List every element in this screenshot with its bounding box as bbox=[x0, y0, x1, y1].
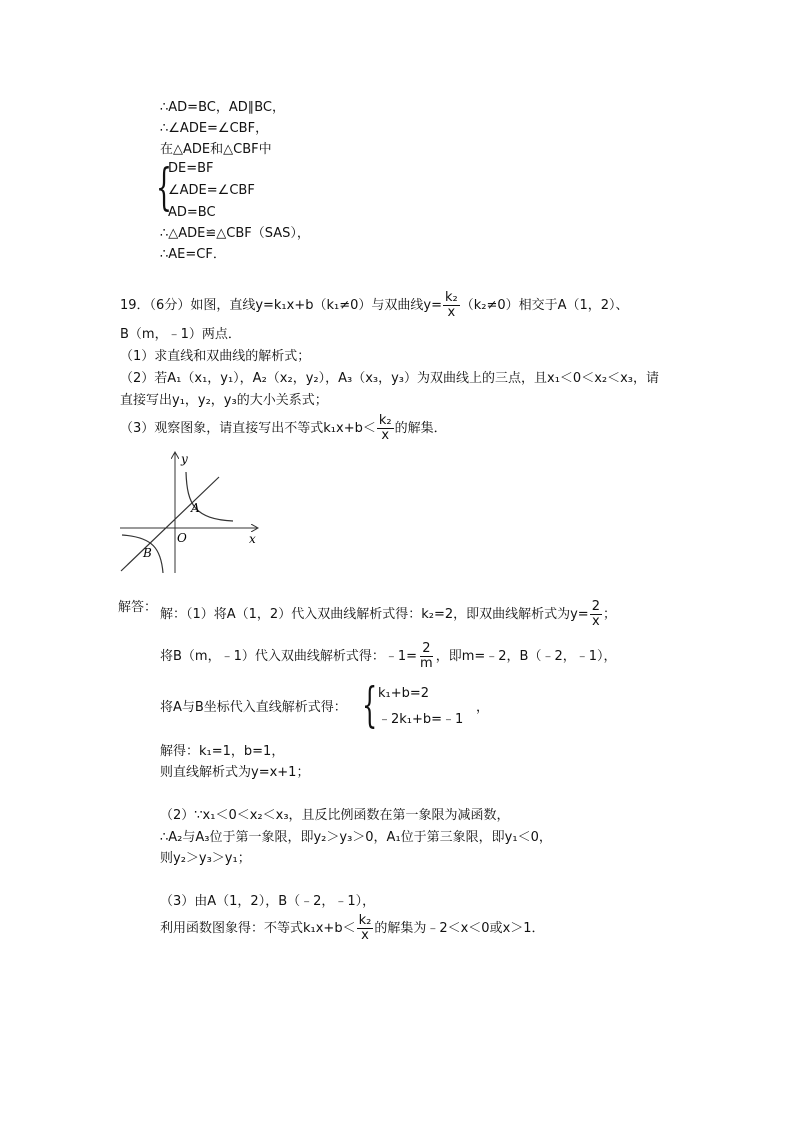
question-part-3-fraction bbox=[377, 414, 394, 443]
question-part-2b: 直接写出y₁，y₂，y₃的大小关系式； bbox=[120, 393, 328, 408]
fraction-numerator: 2 bbox=[422, 641, 431, 656]
answer-line-1 bbox=[160, 598, 616, 632]
fraction-numerator: k₂ bbox=[358, 913, 372, 928]
question-text-a: 19．（6分）如图，直线y=k₁x+b（k₁≠0）与双曲线y= bbox=[120, 298, 442, 313]
proof-system-eq-2: ∠ADE=∠CBF bbox=[168, 183, 255, 198]
answer-part-3-text-b: 的解集为﹣2＜x＜0或x＞1． bbox=[374, 921, 545, 936]
question-part-2a: （2）若A₁（x₁，y₁），A₂（x₂，y₂），A₃（x₃，y₃）为双曲线上的三点，且x₁＜0＜x₂＜x₃，请 bbox=[120, 371, 659, 386]
question-part-3-text-b: 的解集． bbox=[394, 421, 447, 436]
point-b-label: B bbox=[143, 546, 152, 560]
answer-line-2 bbox=[160, 640, 617, 674]
answer-line-5: 则直线解析式为y=x+1； bbox=[160, 765, 310, 780]
answer-part-3-line-1: （3）由A（1，2），B（﹣2，﹣1）， bbox=[160, 894, 376, 909]
proof-system-eq-1: DE=BF bbox=[168, 161, 214, 176]
fraction-denominator: x bbox=[591, 614, 600, 629]
graph-figure bbox=[115, 445, 265, 580]
proof-line-4: ∴△ADE≌△CBF（SAS）， bbox=[160, 226, 310, 241]
fraction-numerator: k₂ bbox=[378, 413, 392, 428]
question-text-b: （k₂≠0）相交于A（1，2）、 bbox=[460, 298, 629, 313]
answer-line-2-text-b: ，即m=﹣2，B（﹣2，﹣1）， bbox=[435, 649, 617, 664]
proof-line-5: ∴AE=CF． bbox=[160, 247, 226, 262]
fraction-numerator: k₂ bbox=[444, 290, 458, 305]
answer-part-3-line-2 bbox=[160, 912, 545, 946]
answer-part-2-line-1: （2）∵x₁＜0＜x₂＜x₃，且反比例函数在第一象限为减函数， bbox=[160, 808, 510, 823]
fraction-denominator: x bbox=[361, 928, 369, 943]
answer-line-3-text-b: ， bbox=[476, 700, 490, 715]
answer-part-2-line-2: ∴A₂与A₃位于第一象限，即y₂＞y₃＞0，A₁位于第三象限，即y₁＜0， bbox=[160, 830, 552, 845]
fraction-numerator: 2 bbox=[591, 599, 600, 614]
question-line-1 bbox=[120, 289, 629, 323]
fraction-denominator: m bbox=[420, 656, 433, 671]
question-part-1: （1）求直线和双曲线的解析式； bbox=[120, 349, 311, 364]
y-axis-label: y bbox=[181, 452, 188, 466]
line-graph bbox=[121, 477, 219, 571]
answer-line-4: 解得：k₁=1，b=1， bbox=[160, 744, 285, 759]
answer-line-2-fraction bbox=[418, 642, 435, 671]
fraction-denominator: x bbox=[381, 428, 390, 443]
answer-line-1-text-a: 解：（1）将A（1，2）代入双曲线解析式得：k₂=2，即双曲线解析式为y= bbox=[160, 607, 589, 622]
answer-part-2-line-3: 则y₂＞y₃＞y₁； bbox=[160, 851, 251, 866]
proof-line-1: ∴AD=BC，AD∥BC， bbox=[160, 100, 286, 115]
answer-part-3-text-a: 利用函数图象得：不等式k₁x+b＜ bbox=[160, 921, 356, 936]
question-part-3-text-a: （3）观察图象，请直接写出不等式k₁x+b＜ bbox=[120, 421, 376, 436]
question-part-3 bbox=[120, 412, 447, 446]
answer-system-brace: { bbox=[362, 677, 378, 733]
question-fraction bbox=[443, 291, 460, 320]
x-axis-label: x bbox=[249, 532, 256, 546]
proof-line-2: ∴∠ADE=∠CBF， bbox=[160, 121, 269, 136]
answer-system-eq-1: k₁+b=2 bbox=[378, 686, 430, 701]
question-line-2: B（m，﹣1）两点． bbox=[120, 327, 241, 342]
proof-system-eq-3: AD=BC bbox=[168, 205, 216, 220]
answer-system-eq-2: ﹣2k₁+b=﹣1 bbox=[378, 712, 464, 727]
answer-part-3-fraction bbox=[357, 914, 374, 943]
fraction-denominator: x bbox=[447, 305, 456, 320]
proof-line-3: 在△ADE和△CBF中 bbox=[160, 142, 272, 157]
answer-line-2-text-a: 将B（m，﹣1）代入双曲线解析式得：﹣1= bbox=[160, 649, 418, 664]
origin-label: O bbox=[177, 531, 187, 545]
answer-line-3-text-a: 将A与B坐标代入直线解析式得： bbox=[160, 700, 347, 715]
answer-line-1-fraction bbox=[590, 600, 602, 629]
answer-line-1-text-b: ； bbox=[602, 607, 616, 622]
proof-system-brace: { bbox=[156, 158, 172, 216]
point-a-label: A bbox=[191, 501, 200, 515]
answer-label: 解答： bbox=[118, 600, 158, 615]
